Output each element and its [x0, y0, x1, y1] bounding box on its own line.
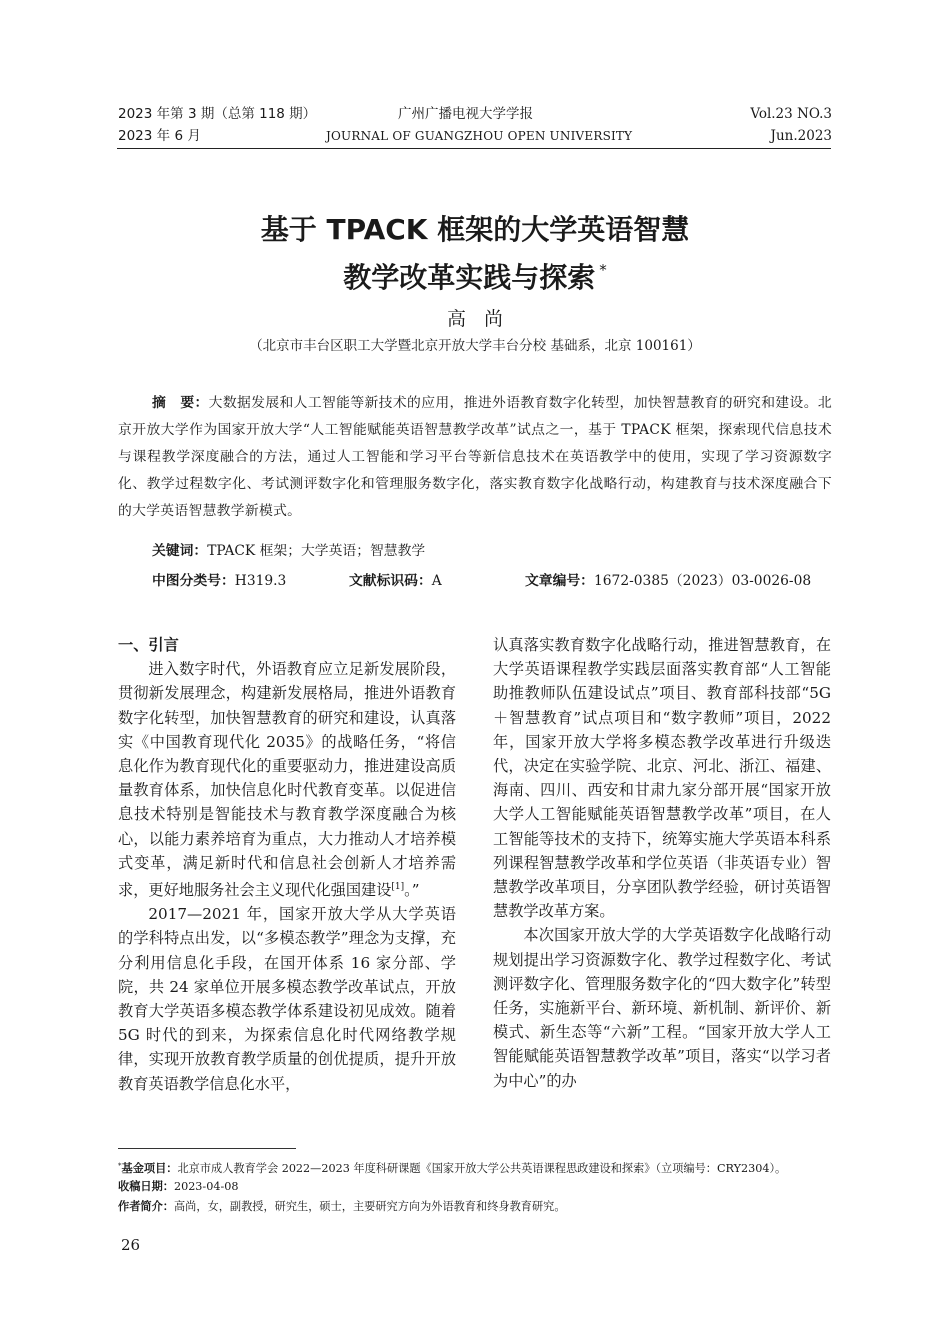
footnote-fund	[118, 1158, 786, 1177]
doc-label: 文献标识码：	[349, 573, 432, 589]
author-affiliation: （北京市丰台区职工大学暨北京开放大学丰台分校 基础系，北京 100161）	[249, 338, 701, 354]
footnote-received	[118, 1179, 238, 1195]
keywords	[152, 540, 425, 562]
doc-value: A	[431, 573, 442, 589]
header-journal-cn: 广州广播电视大学学报	[398, 106, 533, 122]
article-title-line1: 基于 TPACK 框架的大学英语智慧	[260, 213, 690, 246]
header-rule	[117, 148, 831, 149]
paragraph-1-end: 。”	[404, 881, 420, 900]
abstract-text: 大数据发展和人工智能等新技术的应用，推进外语教育数字化转型，加快智慧教育的研究和建设。北京开放大学作为国家开放大学“人工智能赋能英语智慧教学改革”试点之一，基于 TPACK 框架，探索现代信息技术与课程教学深度融合的方法，通过人工智能和学习平台等新信息技术在英语教学中的使用，实现了学习资源数字化、教学过程数字化、考试测评数字化和管理服务数字化，落实教育数字化战略行动，构建教育与技术深度融合下的大学英语智慧教学新模式。	[118, 395, 832, 519]
article-title-line2	[0, 252, 950, 296]
keywords-label: 关键词：	[152, 543, 208, 559]
clc-code	[152, 570, 286, 592]
paragraph-2-continued: 认真落实教育数字化战略行动，推进智慧教育，在大学英语课程教学实践层面落实教育部“人工智能助推教师队伍建设试点”项目、教育部科技部“5G＋智慧教育”试点项目和“数字教师”项目，2022 年，国家开放大学将多模态教学改革进行升级迭代，决定在实验学院、北京、河北、浙江、福建、海南、四川、西安和甘肃九家分部开展“国家开放大学人工智能赋能英语智慧教学改革”项目，在人工智能等技术的支持下，统筹实施大学英语本科系列课程智慧教学改革和学位英语（非英语专业）智慧教学改革项目，分享团队教学经验，研讨英语智慧教学改革方案。	[493, 636, 831, 921]
received-label: 收稿日期：	[118, 1180, 174, 1193]
paragraph-2: 2017—2021 年，国家开放大学从大学英语的学科特点出发，以“多模态教学”理念为支撑，充分利用信息化手段，在国开体系 16 家分部、学院，共 24 家单位开展多模态教学改革试点，开放教育大学英语多模态教学体系建设初见成效。随着 5G 时代的到来，为探索信息化时代网络教学规律，实现开放教育教学质量的创优提质，提升开放教育英语教学信息化水平，	[118, 905, 456, 1093]
footnote-rule	[118, 1148, 296, 1149]
abstract	[118, 390, 832, 525]
author-bio-label: 作者简介：	[118, 1200, 174, 1213]
header-date: 2023 年 6 月	[118, 128, 201, 144]
body-column-right	[493, 633, 831, 1093]
article-number-label: 文章编号：	[525, 573, 594, 589]
author-bio-text: 高尚，女，副教授，研究生，硕士，主要研究方向为外语教育和终身教育研究。	[173, 1200, 566, 1213]
paragraph-1-text: 进入数字时代，外语教育应立足新发展阶段，贯彻新发展理念，构建新发展格局，推进外语教育数字化转型，加快智慧教育的研究和建设，认真落实《中国教育现代化 2035》的战略任务，“将信息化作为教育现代化的重要驱动力，推进建设高质量教育体系，加快信息化时代教育变革。以促进信息技术特别是智能技术与教育教学深度融合为核心，以能力素养培育为重点，大力推动人才培养模式变革，满足新时代和信息社会创新人才培养需求，更好地服务社会主义现代化强国建设	[118, 660, 456, 900]
clc-value: H319.3	[234, 573, 287, 589]
article-title-text: 教学改革实践与探索	[343, 261, 596, 294]
article-number	[525, 570, 811, 592]
title-footnote-mark: *	[599, 261, 607, 279]
fund-label: 基金项目：	[121, 1162, 178, 1175]
section-heading: 一、引言	[118, 636, 179, 654]
header-journal-en: JOURNAL OF GUANGZHOU OPEN UNIVERSITY	[326, 129, 633, 143]
article-number-value: 1672-0385（2023）03-0026-08	[593, 573, 812, 589]
paragraph-3: 本次国家开放大学的大学英语数字化战略行动规划提出学习资源数字化、教学过程数字化、考试测评数字化、管理服务数字化的“四大数字化”转型任务，实施新平台、新环境、新机制、新评价、新模式、新生态等“六新”工程。“国家开放大学人工智能赋能英语智慧教学改革”项目，落实“以学习者为中心”的办	[493, 926, 831, 1090]
body-column-left	[118, 633, 456, 1096]
footnote-author-bio	[118, 1199, 566, 1215]
paragraph-1	[118, 657, 456, 902]
header-month: Jun.2023	[770, 128, 832, 144]
header-volume: Vol.23 NO.3	[750, 106, 832, 122]
page-number: 26	[121, 1236, 141, 1254]
received-date: 2023-04-08	[173, 1180, 239, 1193]
fund-text: 北京市成人教育学会 2022—2023 年度科研课题《国家开放大学公共英语课程思政建设和探索》（立项编号：CRY2304）。	[177, 1162, 787, 1175]
author-name: 高尚	[446, 308, 521, 330]
footnote-mark: *	[118, 1162, 122, 1170]
abstract-label: 摘 要：	[152, 395, 209, 411]
document-code	[349, 570, 442, 592]
citation-ref: [1]	[391, 882, 405, 893]
header-issue: 2023 年第 3 期（总第 118 期）	[118, 106, 317, 122]
keywords-text: TPACK 框架；大学英语；智慧教学	[207, 543, 426, 559]
clc-label: 中图分类号：	[152, 573, 235, 589]
